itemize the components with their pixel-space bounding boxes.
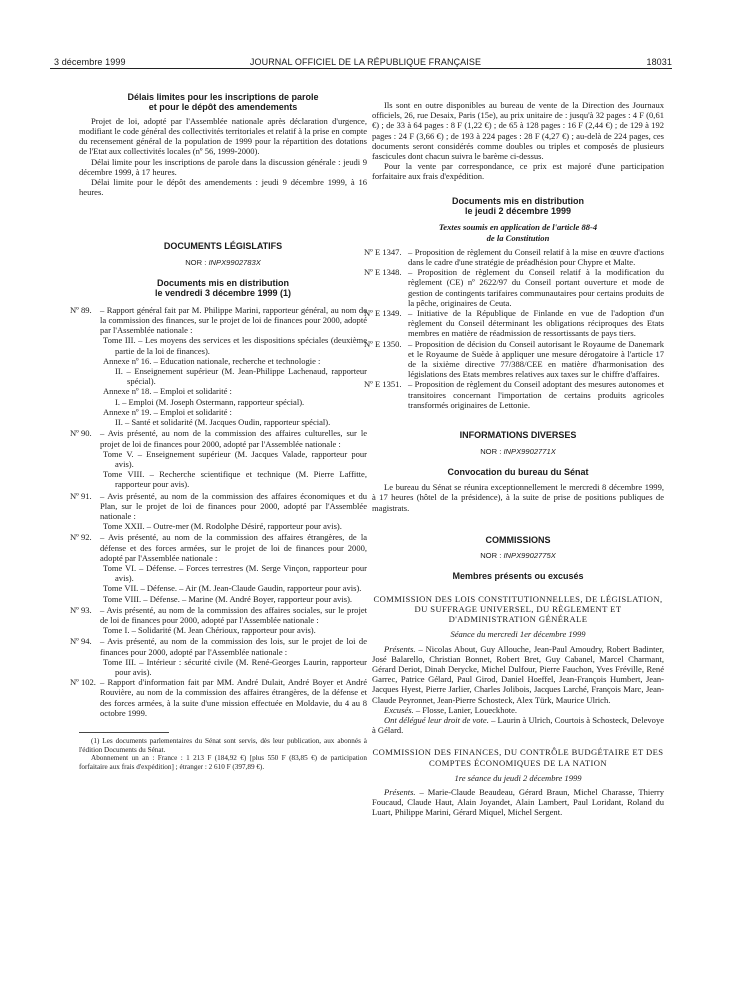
item-text: – Proposition de règlement du Conseil relatif à la mise en œuvre d'actions dans le cadre d'une stratégie de préadhésion pour Chypre et Malte. [408,246,664,268]
commission-lois-title: COMMISSION DES LOIS CONSTITUTIONNELLES, DE LÉGISLATION, DU SUFFRAGE UNIVERSEL, DU RÈGLEMENT ET D'ADMINISTRATION GÉNÉRALE [373,593,663,625]
convocation-text: Le bureau du Sénat se réunira exceptionnellement le mercredi 8 décembre 1999, à 17 heures (hôtel de la présidence), à la suite de prise de positions publiques de magistrats. [372,482,664,513]
header-page-number: 18031 [646,57,672,67]
informations-diverses-title: INFORMATIONS DIVERSES [459,430,577,441]
item-text: – Proposition de décision du Conseil autorisant le Royaume de Danemark et le Royaume de Suède à appliquer une mesure dérogatoire à l'article 17 de la sixième directive 77/388/CEE en matière d'harmonisation des législations des Etats membres relatives aux taxes sur le chiffre d'affaires. [408,338,664,380]
distribution-title [79,278,367,299]
nor-line-2 [372,447,664,457]
list-item [364,267,664,308]
page-header [0,0,731,66]
item-text: – Proposition de règlement du Conseil adoptant des mesures autonomes et transitoires concernant l'importation de certains produits agricoles transformés originaires de Lettonie. [408,379,664,410]
nor-line-3 [372,551,664,561]
item-number: Nº E 1347. [364,246,402,257]
item-text: – Rapport général fait par M. Philippe Marini, rapporteur général, au nom de la commission des finances, sur le projet de loi de finances pour 2000, adopté par l'Assemblée nationale : [100,304,367,336]
item-text: – Avis présenté, au nom de la commission des lois, sur le projet de loi de finances pour 2000, adopté par l'Assemblée nationale : [100,636,367,657]
item-number: Nº E 1349. [364,308,402,319]
item-number: Nº 89. [70,304,92,315]
distribution-title-line-1: Documents mis en distribution [156,278,289,289]
commission-lois-presents [372,644,664,705]
item-number: Nº E 1351. [364,379,402,390]
presents-list: – Marie-Claude Beaudeau, Gérard Braun, Michel Charasse, Thierry Foucaud, Claude Haut, Alain Joyandet, Alain Lambert, Paul Loridant, Roland du Luart, Philippe Marini, Gérard Miquel, Michel Sergent. [372,786,664,818]
header-rule [50,68,672,69]
list-item [70,490,367,522]
delais-paragraph-1: Projet de loi, adopté par l'Assemblée nationale après déclaration d'urgence, modifiant le code général des collectivités territoriales et relatif à la prise en compte du recensement général de la population de 1999 pour la répartition des dotations de l'Etat aux collectivités locales (nº 56, 1999-2000). [79,115,367,157]
header-date: 3 décembre 1999 [54,57,126,67]
sub-item: Tome XXII. – Outre-mer (M. Rodolphe Désiré, rapporteur pour avis). [103,521,342,532]
sub-item: Tome VIII. – Recherche scientifique et technique (M. Pierre Laffitte, rapporteur pour avis). [103,469,367,490]
item-number: Nº 91. [70,490,92,501]
delegue-list: – Laurin à Ulrich, Courtois à Schosteck, Delevoye à Gélard. [372,714,665,736]
sub-item: II. – Santé et solidarité (M. Jacques Oudin, rapporteur spécial). [115,417,331,428]
item-text: – Proposition de règlement du Conseil relatif à la modification du règlement (CE) nº 2622/97 du Conseil portant ouverture et mode de gestion de contingents tarifaires communautaires pour certains produits de la pêche, originaires de Ceuta. [408,267,664,308]
sub-item: Tome VIII. – Défense. – Marine (M. André Boyer, rapporteur pour avis). [103,593,353,604]
delais-paragraph-3: Délai limite pour le dépôt des amendements : jeudi 9 décembre 1999, à 16 heures. [79,177,367,198]
nor-label: NOR : [480,551,502,561]
convocation-title: Convocation du bureau du Sénat [447,466,589,477]
list-item [364,246,664,268]
item-text: – Avis présenté, au nom de la commission des affaires sociales, sur le projet de loi de finances pour 2000, adopté par l'Assemblée nationale : [100,604,367,625]
delais-title [79,92,367,113]
docs-legislatifs-title: DOCUMENTS LÉGISLATIFS [163,241,283,252]
list-item [70,532,367,563]
left-column [70,92,367,771]
sub-item: II. – Enseignement supérieur (M. Jean-Philippe Lachenaud, rapporteur spécial). [115,366,367,387]
commission-lois-seance: Séance du mercredi 1er décembre 1999 [450,629,586,640]
textes-soumis-line-1: Textes soumis en application de l'article 88-4 [438,222,598,233]
commission-finances-title: COMMISSION DES FINANCES, DU CONTRÔLE BUDGÉTAIRE ET DES COMPTES ÉCONOMIQUES DE LA NATION [372,747,664,768]
intro-paragraph-2: Pour la vente par correspondance, ce prix est majoré d'une participation forfaitaire aux frais d'expédition. [372,161,664,182]
sub-item: Tome VII. – Défense. – Air (M. Jean-Claude Gaudin, rapporteur pour avis). [103,583,362,594]
footnote-rule [79,732,169,733]
footnote-1: (1) Les documents parlementaires du Sénat sont servis, dès leur publication, aux abonnés à l'édition Documents du Sénat. [79,736,367,754]
list-item [70,304,367,336]
delais-title-line-2: et pour le dépôt des amendements [148,102,298,113]
item-number: Nº 102. [70,677,96,688]
excuses-label: Excusés. [384,704,414,715]
sub-item: Tome III. – Les moyens des services et les dispositions spéciales (deuxième partie de la loi de finances). [103,335,367,356]
presents-label: Présents. [384,643,416,654]
distribution-2-title [372,196,664,217]
list-item [364,338,664,380]
e-items-list [364,246,664,410]
commission-lois-excuses [372,705,664,715]
delegue-label: Ont délégué leur droit de vote. [384,714,489,725]
excuses-list: – Flosse, Lanier, Loueckhote. [415,704,518,715]
item-number: Nº 90. [70,428,92,439]
intro-paragraph-1: Ils sont en outre disponibles au bureau de vente de la Direction des Journaux officiels, 26, rue Desaix, Paris (15e), au prix unitaire de : jusqu'à 32 pages : 4 F (0,61 €) ; de 33 à 64 pages : 8 F (1,22 €) ; de 65 à 128 pages : 16 F (2,44 €) ; de 129 à 192 pages : 24 F (3,66 €) ; de 193 à 224 pages : 28 F (4,27 €) ; au-delà de 224 pages, ces documents seront considérés comme doubles ou triples et composés de plusieurs fascicules dont chacun suivra le barème ci-dessus. [372,100,664,162]
sub-item: Tome III. – Intérieur : sécurité civile (M. René-Georges Laurin, rapporteur pour avis). [103,656,367,677]
commission-finances-presents [372,787,664,818]
sub-item: Annexe nº 18. – Emploi et solidarité : [103,386,232,397]
list-item [364,308,664,339]
distribution-2-title-line-1: Documents mis en distribution [451,195,584,206]
item-number: Nº 94. [70,636,92,647]
header-journal-title: JOURNAL OFFICIEL DE LA RÉPUBLIQUE FRANÇAISE [249,57,482,67]
textes-soumis-heading [372,222,664,242]
item-number: Nº E 1348. [364,267,402,278]
commissions-title: COMMISSIONS [485,534,551,545]
sub-item: Tome VI. – Défense. – Forces terrestres (M. Serge Vinçon, rapporteur pour avis). [103,562,367,584]
item-text: – Avis présenté, au nom de la commission des affaires économiques et du Plan, sur le projet de loi de finances pour 2000, adopté par l'Assemblée nationale : [100,490,367,521]
right-column [364,100,665,818]
list-item [364,379,664,410]
delais-title-line-1: Délais limites pour les inscriptions de parole [127,92,319,102]
sub-item: Annexe nº 19. – Emploi et solidarité : [103,406,232,417]
nor-code: INPX9902771X [503,446,556,456]
item-text: – Rapport d'information fait par MM. André Dulait, André Boyer et André Rouvière, au nom de la commission des affaires étrangères, de la défense et des forces armées, à la suite d'une mission effectuée en Moldavie, du 4 au 8 octobre 1999. [100,677,367,718]
documents-list [70,304,367,718]
distribution-title-line-2: le vendredi 3 décembre 1999 (1) [154,288,292,299]
footnote-2: Abonnement un an : France : 1 213 F (184,92 €) [plus 550 F (83,85 €) de participation forfaitaire aux frais d'expédition] ; étranger : 2 610 F (397,89 €). [79,754,367,771]
commission-finances-seance: 1re séance du jeudi 2 décembre 1999 [454,772,582,783]
nor-code: INPX9902775X [503,551,556,561]
textes-soumis-line-2: de la Constitution [486,232,550,243]
list-item [70,636,367,657]
item-text: – Avis présenté, au nom de la commission des affaires étrangères, de la défense et des forces armées, sur le projet de loi de finances pour 2000, adopté par l'Assemblée nationale : [100,532,367,563]
list-item [70,677,367,718]
membres-title: Membres présents ou excusés [452,571,584,582]
presents-list: – Nicolas About, Guy Allouche, Jean-Paul Amoudry, Robert Badinter, José Balarello, Christian Bonnet, Robert Bret, Guy Cabanel, Marcel Charmant, Gérard Deriot, Dinah Derycke, Michel Dulfour, Pierre Fauchon, Yves Fréville, René Garrec, Patrice Gélard, Paul Girod, Daniel Hoeffel, Jean-François Humbert, Jean-Jacques Hyest, Pierre Jarlier, Charles Jolibois, Jacques Larché, François Marc, Jean-Claude Peyronnet, Jean-Pierre Schosteck, Alex Türk, Maurice Ulrich. [372,643,664,705]
presents-label: Présents. [384,786,416,797]
item-number: Nº 92. [70,532,92,543]
nor-label: NOR : [480,446,502,456]
item-number: Nº E 1350. [364,338,402,349]
sub-item: Annexe nº 16. – Education nationale, recherche et technologie : [103,355,321,366]
nor-label: NOR : [185,257,207,267]
nor-line-1 [79,258,367,268]
sub-item: Tome I. – Solidarité (M. Jean Chérioux, rapporteur pour avis). [103,625,316,636]
item-text: – Avis présenté, au nom de la commission des affaires culturelles, sur le projet de loi de finances pour 2000, adopté par l'Assemblée nationale : [100,428,367,449]
list-item [70,604,367,625]
item-text: – Initiative de la République de Finlande en vue de l'adoption d'un règlement du Conseil déterminant les obligations réciproques des Etats membres en matière de réadmission de ressortissants de pays tiers. [408,308,664,339]
nor-code: INPX9902783X [208,257,261,267]
sub-item: I. – Emploi (M. Joseph Ostermann, rapporteur spécial). [115,396,305,407]
delais-paragraph-2: Délai limite pour les inscriptions de parole dans la discussion générale : jeudi 9 décembre 1999, à 17 heures. [79,156,367,177]
list-item [70,428,367,449]
commission-lois-delegues [372,715,664,735]
distribution-2-title-line-2: le jeudi 2 décembre 1999 [464,206,572,217]
sub-item: Tome V. – Enseignement supérieur (M. Jacques Valade, rapporteur pour avis). [103,448,367,469]
item-number: Nº 93. [70,604,92,615]
